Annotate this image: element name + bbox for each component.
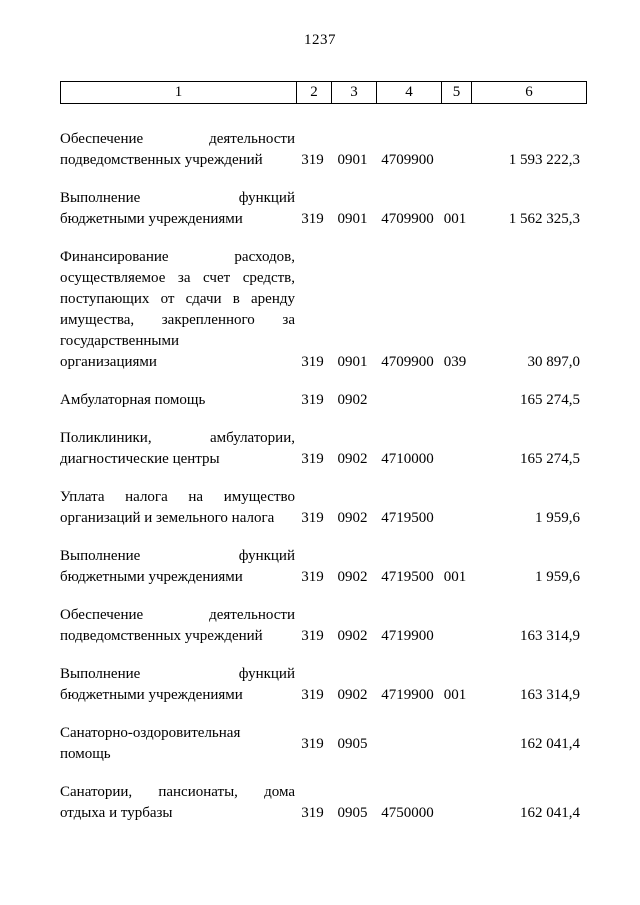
row-label-line: организациями [60,354,157,370]
row-grbs-code: 319 [301,735,324,752]
row-label-line: бюджетными учреждениями [60,687,243,703]
table-row [60,664,585,706]
table-row [60,723,585,765]
row-label-line: бюджетными учреждениями [60,211,243,227]
header-cell-2: 2 [296,82,331,103]
row-label [60,664,295,706]
row-amount: 165 274,5 [520,451,580,467]
row-label [60,247,295,373]
row-article-code: 4710000 [381,451,434,467]
row-expense-type-code: 001 [443,211,467,227]
row-section-code: 0902 [337,569,368,585]
table-row [60,129,585,171]
row-label [60,129,295,171]
row-section-code: 0905 [337,805,368,821]
row-label [60,723,295,765]
row-label [60,390,295,411]
table-row [60,247,585,373]
page-number: 1237 [304,32,336,48]
row-label-line: Уплата налога на имущество [60,489,295,505]
header-cell-4: 4 [376,82,441,103]
row-label-line: Выполнение функций [60,666,295,682]
row-label-line: бюджетными учреждениями [60,569,243,585]
row-grbs-code: 319 [301,451,324,467]
table-row [60,428,585,470]
row-amount: 1 562 325,3 [508,211,580,227]
row-label-line: Санаторно-оздоровительная [60,725,241,741]
row-section-code: 0902 [337,628,368,644]
row-grbs-code: 319 [301,510,324,526]
row-section-code: 0901 [337,354,368,370]
row-article-code: 4709900 [381,152,434,168]
row-grbs-code: 319 [301,354,324,370]
row-section-code: 0902 [337,687,368,703]
row-label-line: Выполнение функций [60,548,295,564]
row-label [60,605,295,647]
row-section-code: 0901 [337,152,368,168]
table-row [60,390,585,411]
row-article-code: 4719900 [381,628,434,644]
row-label [60,428,295,470]
row-grbs-code: 319 [301,392,324,408]
header-cell-6: 6 [471,82,586,103]
row-label [60,188,295,230]
row-label-line: подведомственных учреждений [60,152,263,168]
row-article-code: 4719900 [381,687,434,703]
row-label-line: государственными [60,333,179,349]
row-label-line: Амбулаторная помощь [60,392,206,408]
table-row [60,487,585,529]
row-label [60,546,295,588]
row-label-line: поступающих от сдачи в аренду [60,291,295,307]
row-amount: 1 959,6 [535,569,580,585]
header-cell-1: 1 [174,84,183,100]
row-section-code: 0902 [337,510,368,526]
row-amount: 1 593 222,3 [508,152,580,168]
row-label-line: диагностические центры [60,451,220,467]
row-article-code: 4709900 [381,354,434,370]
row-article-code: 4709900 [381,211,434,227]
row-grbs-code: 319 [301,805,324,821]
row-amount: 162 041,4 [520,805,580,821]
row-amount: 162 041,4 [520,735,580,752]
row-label-line: подведомственных учреждений [60,628,263,644]
row-label-line: Обеспечение деятельности [60,607,295,623]
row-expense-type-code: 001 [443,687,467,703]
table-row [60,188,585,230]
row-grbs-code: 319 [301,152,324,168]
row-section-code: 0902 [337,451,368,467]
row-article-code: 4719500 [381,510,434,526]
row-label-line: Выполнение функций [60,190,295,206]
row-amount: 165 274,5 [520,392,580,408]
table-row [60,605,585,647]
row-label-line: помощь [60,746,111,762]
row-article-code: 4719500 [381,569,434,585]
row-grbs-code: 319 [301,628,324,644]
header-cell-3: 3 [331,82,376,103]
row-amount: 30 897,0 [527,354,580,370]
row-grbs-code: 319 [301,211,324,227]
table-header-row [60,81,587,104]
row-label-line: Санатории, пансионаты, дома [60,784,295,800]
row-label-line: Обеспечение деятельности [60,131,295,147]
row-expense-type-code: 039 [443,354,467,370]
row-label-line: Поликлиники, амбулатории, [60,430,295,446]
row-amount: 1 959,6 [535,510,580,526]
row-label [60,487,295,529]
row-expense-type-code: 001 [443,569,467,585]
row-section-code: 0901 [337,211,368,227]
table-row [60,782,585,824]
row-label-line: отдыха и турбазы [60,805,173,821]
table-row [60,546,585,588]
row-grbs-code: 319 [301,569,324,585]
header-cell-5: 5 [441,82,471,103]
row-amount: 163 314,9 [520,687,580,703]
row-label-line: организаций и земельного налога [60,510,275,526]
budget-table-body [60,129,585,824]
row-label-line: осуществляемое за счет средств, [60,270,295,286]
row-label [60,782,295,824]
row-label-line: Финансирование расходов, [60,249,295,265]
row-article-code: 4750000 [381,805,434,821]
row-label-line: имущества, закрепленного за [60,312,295,328]
row-grbs-code: 319 [301,687,324,703]
row-section-code: 0905 [337,735,368,752]
row-section-code: 0902 [337,392,368,408]
row-amount: 163 314,9 [520,628,580,644]
